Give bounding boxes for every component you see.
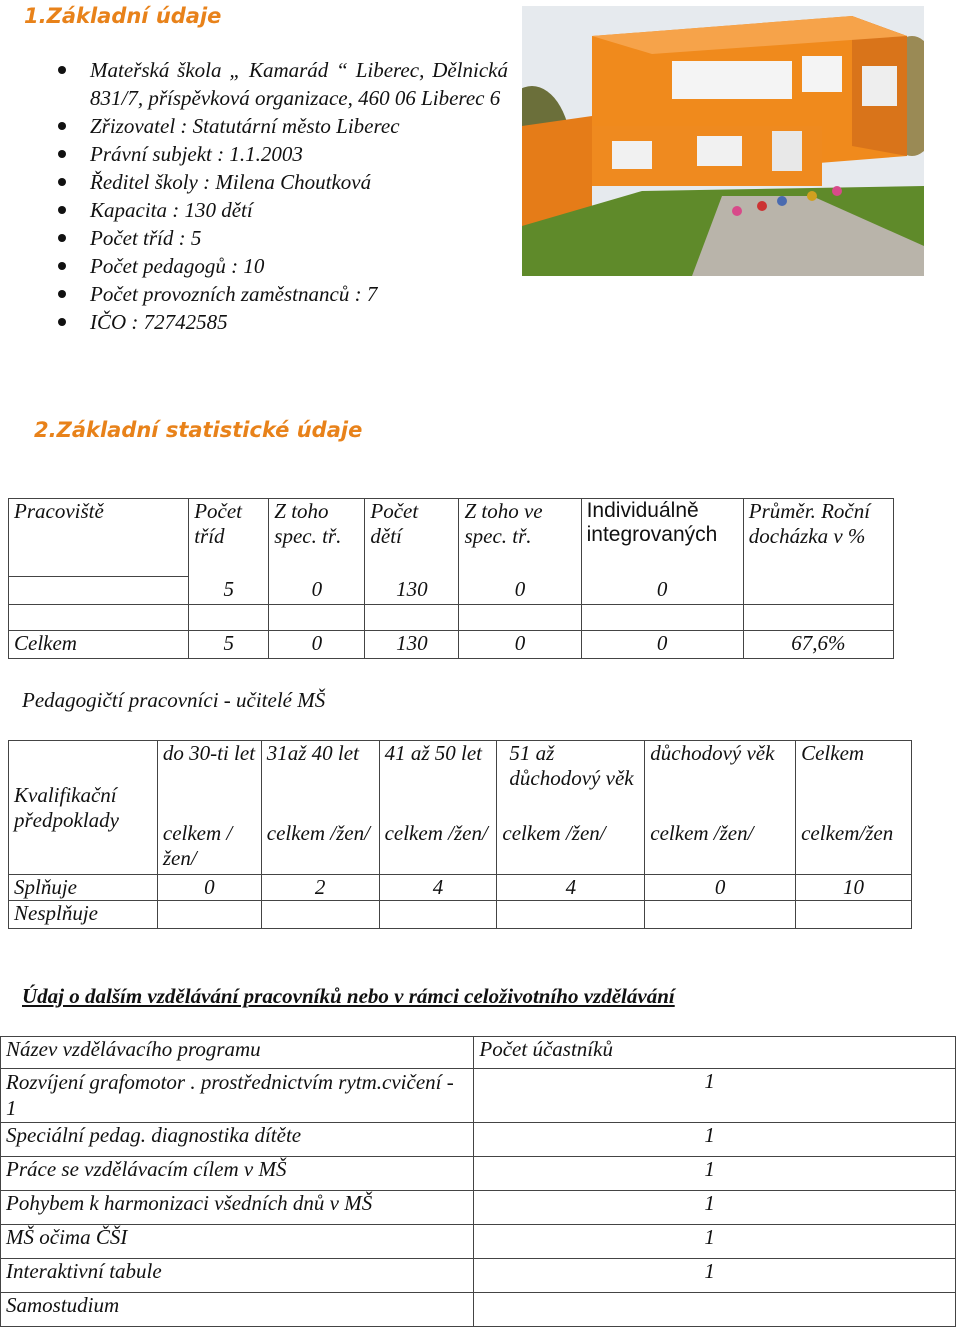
table-cell (157, 901, 261, 929)
list-item: Počet provozních zaměstnanců : 7 (58, 280, 508, 308)
row-label-splnuje: Splňuje (9, 875, 158, 901)
age-header: důchodový věk (645, 741, 796, 821)
header-spec-tr: Z toho spec. tř. (269, 499, 365, 577)
edu-header-count: Počet účastníků (474, 1037, 956, 1069)
teachers-table (8, 740, 912, 929)
table-cell: 0 (269, 631, 365, 659)
edu-count: 1 (474, 1191, 956, 1225)
header-pracoviste: Pracoviště (9, 499, 189, 577)
list-item: Počet tříd : 5 (58, 224, 508, 252)
table-cell (645, 901, 796, 929)
teachers-title: Pedagogičtí pracovníci - učitelé MŠ (22, 688, 326, 712)
edu-count (474, 1293, 956, 1327)
edu-program: Rozvíjení grafomotor . prostřednictvím rytm.cvičení - 1 (1, 1069, 474, 1123)
sub-header: celkem /žen/ (497, 821, 645, 875)
edu-program: MŠ očima ČŠI (1, 1225, 474, 1259)
list-item: Kapacita : 130 dětí (58, 196, 508, 224)
edu-program: Interaktivní tabule (1, 1259, 474, 1293)
qualification-label: Kvalifikační předpoklady (9, 741, 158, 875)
header-pocet-trid: Počet tříd (189, 499, 269, 577)
table-cell: 67,6% (743, 631, 893, 659)
list-item: IČO : 72742585 (58, 308, 508, 336)
age-header: Celkem (796, 741, 912, 821)
age-header: do 30-ti let (157, 741, 261, 821)
education-table (0, 1036, 956, 1327)
age-header: 41 až 50 let (379, 741, 497, 821)
edu-count: 1 (474, 1157, 956, 1191)
list-item: Zřizovatel : Statutární město Liberec (58, 112, 508, 140)
section2-title: 2.Základní statistické údaje (34, 418, 363, 442)
edu-program: Speciální pedag. diagnostika dítěte (1, 1123, 474, 1157)
sub-header: celkem /žen/ (157, 821, 261, 875)
table-cell: 0 (459, 631, 581, 659)
section1-title: 1.Základní údaje (24, 4, 222, 28)
list-item: Počet pedagogů : 10 (58, 252, 508, 280)
table-cell: 130 (365, 577, 459, 605)
edu-header-name: Název vzdělávacího programu (1, 1037, 474, 1069)
education-title: Údaj o dalším vzdělávání pracovníků nebo v rámci celoživotního vzdělávání (22, 984, 675, 1008)
edu-program: Samostudium (1, 1293, 474, 1327)
header-dochazka: Průměr. Roční docházka v % (743, 499, 893, 605)
list-item: Právní subjekt : 1.1.2003 (58, 140, 508, 168)
table-cell: 0 (269, 577, 365, 605)
table-cell: 4 (379, 875, 497, 901)
edu-program: Pohybem k harmonizaci všedních dnů v MŠ (1, 1191, 474, 1225)
list-item: Mateřská škola „ Kamarád “ Liberec, Dělnická 831/7, příspěvková organizace, 460 06 Liberec 6 (58, 56, 508, 112)
sub-header: celkem /žen/ (645, 821, 796, 875)
table-cell: 0 (157, 875, 261, 901)
header-spec-deti: Z toho ve spec. tř. (459, 499, 581, 577)
age-header: 31až 40 let (261, 741, 379, 821)
table-cell: 5 (189, 631, 269, 659)
edu-program: Práce se vzdělávacím cílem v MŠ (1, 1157, 474, 1191)
header-pocet-deti: Počet dětí (365, 499, 459, 577)
table-cell: 0 (459, 577, 581, 605)
table-cell: 0 (581, 631, 743, 659)
table-cell: 10 (796, 875, 912, 901)
age-header: 51 až důchodový věk (497, 741, 645, 821)
sub-header: celkem /žen/ (379, 821, 497, 875)
table-cell: 5 (189, 577, 269, 605)
school-building-photo (522, 6, 924, 276)
edu-count: 1 (474, 1259, 956, 1293)
row-label-nesplnuje: Nesplňuje (9, 901, 158, 929)
table-cell (796, 901, 912, 929)
table-cell (379, 901, 497, 929)
edu-count: 1 (474, 1225, 956, 1259)
total-label: Celkem (9, 631, 189, 659)
table-cell (497, 901, 645, 929)
sub-header: celkem/žen (796, 821, 912, 875)
sub-header: celkem /žen/ (261, 821, 379, 875)
list-item: Ředitel školy : Milena Choutková (58, 168, 508, 196)
stats-table (8, 498, 894, 659)
table-cell: 130 (365, 631, 459, 659)
school-info-list (58, 56, 508, 336)
edu-count: 1 (474, 1123, 956, 1157)
table-cell (261, 901, 379, 929)
table-cell: 4 (497, 875, 645, 901)
header-integrovanych: Individuálně integrovaných (581, 499, 743, 577)
table-cell: 2 (261, 875, 379, 901)
table-cell: 0 (581, 577, 743, 605)
edu-count: 1 (474, 1069, 956, 1123)
table-cell: 0 (645, 875, 796, 901)
